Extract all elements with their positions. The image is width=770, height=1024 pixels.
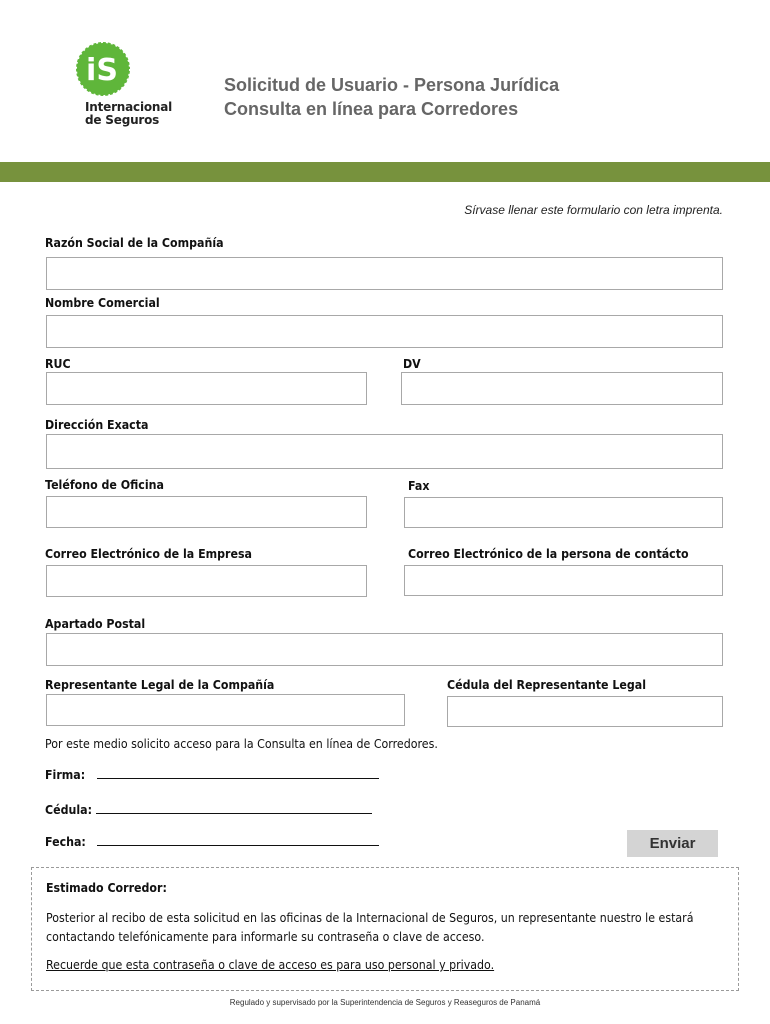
fecha-blank[interactable] [97,834,379,846]
page-title-line2: Consulta en línea para Corredores [224,99,519,119]
notice-box [31,867,739,991]
regulatory-footer: Regulado y supervisado por la Superintendencia de Seguros y Reaseguros de Panamá [229,998,541,1007]
direccion-label: Dirección Exacta [45,418,149,432]
send-button[interactable]: Enviar [627,830,718,857]
fecha-line [45,834,379,849]
cedula-blank[interactable] [96,802,372,814]
cedula-label: Cédula: [45,803,93,817]
firma-line [45,767,379,782]
logo-name [85,101,172,127]
page-title [224,73,559,121]
cedula-line [45,802,372,817]
correo-empresa-field[interactable] [46,565,367,597]
fecha-label: Fecha: [45,835,86,849]
notice-title: Estimado Corredor: [46,881,167,895]
page-title-line1: Solicitud de Usuario - Persona Jurídica [224,75,560,95]
direccion-field[interactable] [46,434,723,469]
nombre-comercial-label: Nombre Comercial [45,296,160,310]
correo-empresa-label: Correo Electrónico de la Empresa [45,547,252,561]
logo-mark [74,40,132,98]
company-logo [74,40,174,130]
notice-reminder: Recuerde que esta contraseña o clave de acceso es para uso personal y privado. [46,958,495,972]
correo-contacto-label: Correo Electrónico de la persona de contácto [408,547,689,561]
correo-contacto-field[interactable] [404,565,723,596]
access-request-text: Por este medio solicito acceso para la Consulta en línea de Corredores. [45,737,438,751]
header-divider-bar [0,162,770,182]
logo-name-line2: de Seguros [85,113,160,127]
telefono-label: Teléfono de Oficina [45,478,164,492]
representante-label: Representante Legal de la Compañía [45,678,275,692]
firma-label: Firma: [45,768,86,782]
dv-label: DV [403,357,421,371]
representante-field[interactable] [46,694,405,726]
ruc-label: RUC [45,357,71,371]
dv-field[interactable] [401,372,723,405]
firma-blank[interactable] [97,767,379,779]
fax-label: Fax [408,479,430,493]
apartado-postal-field[interactable] [46,633,723,666]
ruc-field[interactable] [46,372,367,405]
fax-field[interactable] [404,497,723,528]
telefono-field[interactable] [46,496,367,528]
logo-mark-text: iS [86,53,118,88]
logo-name-line1: Internacional [85,100,173,114]
razon-social-field[interactable] [46,257,723,290]
nombre-comercial-field[interactable] [46,315,723,348]
razon-social-label: Razón Social de la Compañía [45,236,224,250]
apartado-postal-label: Apartado Postal [45,617,146,631]
cedula-representante-label: Cédula del Representante Legal [447,678,647,692]
form-instructions: Sírvase llenar este formulario con letra imprenta. [464,203,723,217]
cedula-representante-field[interactable] [447,696,723,727]
notice-body: Posterior al recibo de esta solicitud en las oficinas de la Internacional de Seguros, un representante nuestro le estará contactando telefónicamente para informarle su contraseña o clave de acceso. [46,911,694,944]
